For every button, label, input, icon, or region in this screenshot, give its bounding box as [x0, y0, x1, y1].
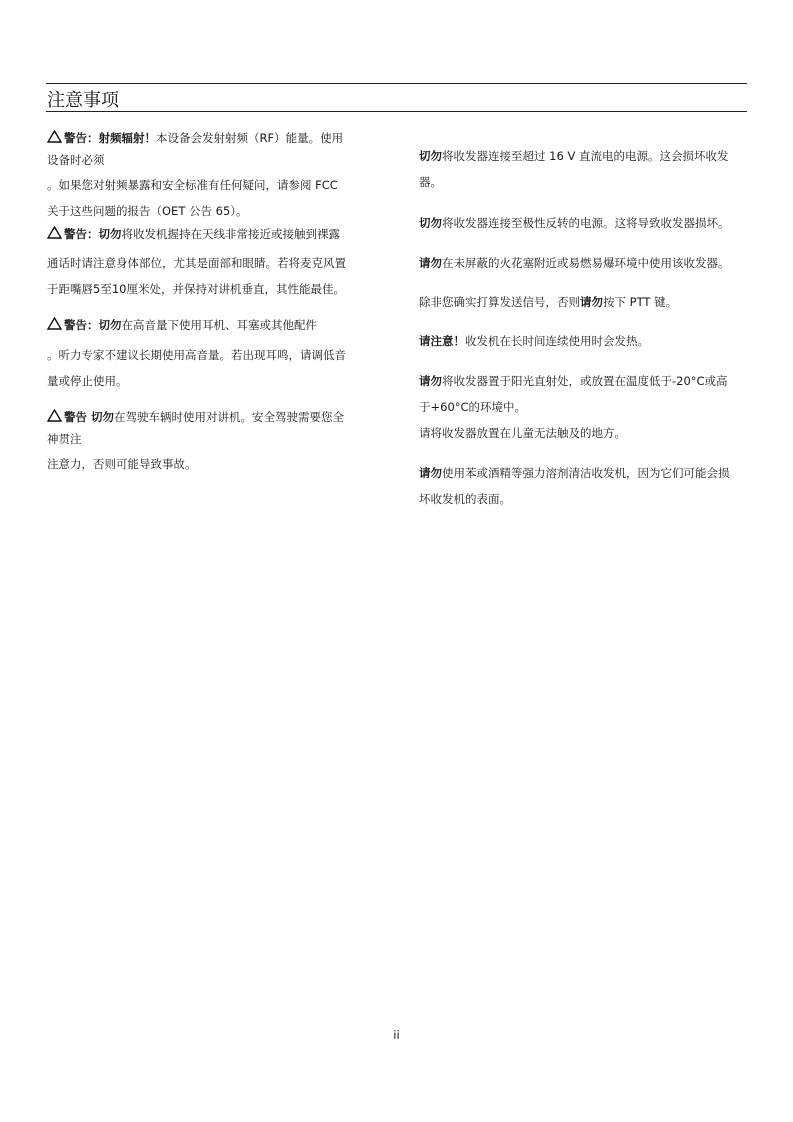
caution-solvent-line-1: 请勿使用苯或酒精等强力溶剂清洁收发机，因为它们可能会损: [419, 466, 730, 480]
warning-rf-line-1: 警告：射频辐射！本设备会发射射频（RF）能量。使用: [47, 130, 343, 146]
warning-driving-line-3: 注意力，否则可能导致事故。: [47, 457, 197, 471]
caution-flammable-line: 请勿在未屏蔽的火花塞附近或易燃易爆环境中使用该收发器。: [419, 256, 730, 270]
warning-triangle-icon: [47, 409, 62, 422]
warning-rf-line-4: 关于这些问题的报告（OET 公告 65）。: [47, 204, 248, 218]
top-rule: [46, 83, 747, 84]
caution-polarity-line: 切勿将收发器连接至极性反转的电源。这将导致收发器损坏。: [419, 216, 730, 230]
caution-solvent-line-2: 坏收发机的表面。: [419, 492, 511, 506]
warning-triangle-icon: [47, 130, 62, 143]
warning-antenna-line-2: 通话时请注意身体部位，尤其是面部和眼睛。若将麦克风置: [47, 256, 346, 270]
caution-voltage-line-1: 切勿将收发器连接至超过 16 V 直流电的电源。这会损坏收发: [419, 149, 729, 163]
warning-volume-line-1: 警告：切勿在高音量下使用耳机、耳塞或其他配件: [47, 317, 317, 333]
warning-triangle-icon: [47, 317, 62, 330]
caution-temperature-line-1: 请勿将收发器置于阳光直射处，或放置在温度低于-20°C或高: [419, 374, 728, 388]
warning-antenna-line-1: 警告：切勿将收发机握持在天线非常接近或接触到裸露: [47, 226, 340, 242]
caution-heat-line: 请注意！收发机在长时间连续使用时会发热。: [419, 334, 649, 348]
title-underline: [46, 111, 747, 112]
caution-voltage-line-2: 器。: [419, 175, 442, 189]
warning-rf-label: 警告：射频辐射！: [64, 131, 156, 145]
warning-antenna-line-3: 于距嘴唇5至10厘米处，并保持对讲机垂直，其性能最佳。: [47, 282, 345, 296]
caution-ptt-line: 除非您确实打算发送信号，否则请勿按下 PTT 键。: [419, 295, 678, 309]
warning-triangle-icon: [47, 226, 62, 239]
warning-driving-line-1: 警告 切勿在驾驶车辆时使用对讲机。安全驾驶需要您全: [47, 409, 344, 425]
warning-rf-line-2: 设备时必须: [47, 153, 105, 167]
page-number: ii: [393, 1028, 400, 1042]
page-title: 注意事项: [47, 90, 119, 111]
warning-rf-line-3: 。如果您对射频暴露和安全标准有任何疑问，请参阅 FCC: [47, 178, 338, 192]
warning-volume-line-3: 量或停止使用。: [47, 374, 128, 388]
caution-temperature-line-2: 于+60°C的环境中。: [419, 400, 527, 414]
caution-children-line: 请将收发器放置在儿童无法触及的地方。: [419, 426, 626, 440]
warning-volume-line-2: 。听力专家不建议长期使用高音量。若出现耳鸣，请调低音: [47, 348, 346, 362]
warning-driving-line-2: 神贯注: [47, 432, 82, 446]
